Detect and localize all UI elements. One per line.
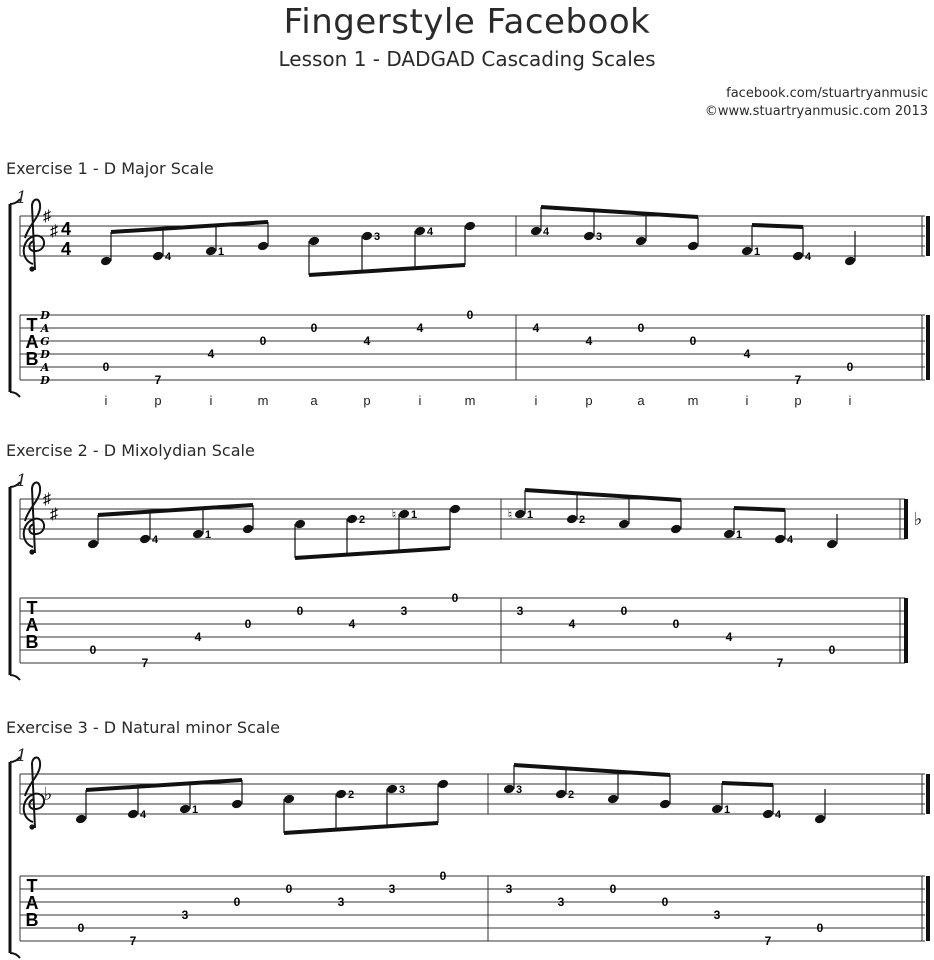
tab-fret-number: 0 — [466, 308, 474, 322]
note-beam — [98, 505, 253, 515]
left-hand-finger: 4 — [804, 251, 812, 263]
note-head — [792, 250, 805, 261]
left-hand-finger: 2 — [358, 514, 366, 526]
tab-fret-number: 0 — [451, 591, 459, 605]
exercise-2-label: Exercise 2 - D Mixolydian Scale — [6, 441, 255, 460]
left-hand-finger: 4 — [139, 809, 147, 821]
tab-clef-letter: T — [26, 598, 38, 618]
tab-fret-number: 3 — [557, 895, 565, 909]
left-hand-finger: 3 — [373, 231, 381, 243]
tuning-note: A — [40, 322, 50, 335]
note-beam — [111, 222, 268, 232]
note-head — [711, 803, 724, 814]
note-head — [346, 513, 359, 524]
tab-fret-number: 7 — [154, 373, 162, 387]
note-head — [514, 508, 527, 519]
time-signature-bottom: 4 — [60, 239, 72, 259]
tab-fret-number: 0 — [296, 604, 304, 618]
sharp-f-icon: ♯ — [43, 208, 51, 225]
tab-clef-letter: T — [26, 876, 38, 896]
tab-fret-number: 0 — [846, 360, 854, 374]
tab-fret-number: 0 — [259, 334, 267, 348]
tuning-note: G — [40, 335, 50, 348]
tab-fret-number: 3 — [516, 604, 524, 618]
flat-b-icon: ♭ — [43, 784, 53, 804]
left-hand-finger: 1 — [723, 804, 731, 816]
tab-fret-number: 4 — [194, 630, 202, 644]
tab-fret-number: 0 — [637, 321, 645, 335]
tab-clef-letter: T — [26, 315, 38, 335]
exercise-3-label: Exercise 3 - D Natural minor Scale — [6, 718, 280, 737]
note-head — [555, 788, 568, 799]
note-beam — [284, 823, 438, 833]
ending-key-change: ♭ — [913, 509, 923, 529]
tab-fret-number: 3 — [505, 882, 513, 896]
right-hand-finger: i — [418, 393, 422, 408]
exercise-1-score — [0, 200, 934, 415]
tab-fret-number: 4 — [725, 630, 733, 644]
right-hand-finger: m — [687, 393, 699, 408]
left-hand-finger: 1 — [191, 804, 199, 816]
tab-fret-number: 7 — [776, 656, 784, 670]
tab-fret-number: 4 — [416, 321, 424, 335]
left-hand-finger: 3 — [515, 784, 523, 796]
right-hand-finger: m — [464, 393, 476, 408]
natural-icon: ♮ — [507, 507, 513, 522]
tab-fret-number: 7 — [129, 934, 137, 948]
sheet-subtitle: Lesson 1 - DADGAD Cascading Scales — [278, 47, 656, 71]
tab-fret-number: 3 — [713, 908, 721, 922]
note-head — [826, 538, 839, 549]
note-head — [87, 538, 100, 549]
note-head — [127, 808, 140, 819]
note-beam — [734, 508, 785, 510]
tuning-note: D — [40, 309, 50, 322]
tuning-note: D — [40, 348, 50, 361]
tab-clef-letter: A — [25, 893, 39, 913]
right-hand-finger: m — [257, 393, 269, 408]
note-head — [283, 793, 296, 804]
tab-fret-number: 0 — [816, 921, 824, 935]
note-head — [192, 528, 205, 539]
exercise-2-bar-number: 1 — [16, 471, 27, 491]
note-head — [659, 798, 672, 809]
right-hand-finger: i — [848, 393, 852, 408]
note-head — [774, 533, 787, 544]
tab-fret-number: 7 — [794, 373, 802, 387]
note-head — [308, 235, 321, 246]
note-head — [294, 518, 307, 529]
left-hand-finger: 4 — [774, 809, 782, 821]
tab-fret-number: 4 — [348, 617, 356, 631]
right-hand-finger: p — [794, 393, 802, 408]
note-head — [741, 245, 754, 256]
tab-fret-number: 4 — [363, 334, 371, 348]
tab-fret-number: 7 — [141, 656, 149, 670]
tab-fret-number: 4 — [532, 321, 540, 335]
sheet-title: Fingerstyle Facebook — [283, 2, 651, 42]
copyright-credit: ©www.stuartryanmusic.com 2013 — [704, 104, 928, 119]
time-signature-top: 4 — [60, 219, 72, 239]
right-hand-finger: a — [637, 393, 645, 408]
left-hand-finger: 4 — [151, 534, 159, 546]
tab-fret-number: 0 — [102, 360, 110, 374]
note-head — [762, 808, 775, 819]
tab-fret-number: 4 — [585, 334, 593, 348]
note-head — [242, 523, 255, 534]
right-hand-finger: p — [154, 393, 162, 408]
tab-fret-number: 4 — [568, 617, 576, 631]
tab-fret-number: 3 — [400, 604, 408, 618]
tab-fret-number: 0 — [77, 921, 85, 935]
tuning-note: A — [40, 361, 50, 374]
note-head — [231, 798, 244, 809]
note-beam — [752, 225, 803, 227]
tab-fret-number: 3 — [388, 882, 396, 896]
tab-fret-number: 0 — [439, 869, 447, 883]
note-head — [449, 503, 462, 514]
tab-fret-number: 3 — [337, 895, 345, 909]
tab-fret-number: 0 — [828, 643, 836, 657]
exercise-3-score — [0, 758, 934, 958]
note-head — [687, 240, 700, 251]
note-head — [635, 235, 648, 246]
right-hand-finger: p — [585, 393, 593, 408]
note-head — [205, 245, 218, 256]
note-head — [618, 518, 631, 529]
natural-icon: ♮ — [391, 507, 397, 522]
note-beam — [86, 780, 242, 790]
left-hand-finger: 4 — [786, 534, 794, 546]
tab-fret-number: 0 — [233, 895, 241, 909]
note-head — [437, 778, 450, 789]
note-head — [152, 250, 165, 261]
tab-clef-letter: B — [25, 632, 39, 652]
note-head — [386, 783, 399, 794]
right-hand-finger: i — [534, 393, 538, 408]
tab-fret-number: 0 — [310, 321, 318, 335]
note-head — [607, 793, 620, 804]
note-beam — [722, 783, 773, 785]
tab-fret-number: 0 — [244, 617, 252, 631]
note-head — [566, 513, 579, 524]
tab-fret-number: 4 — [207, 347, 215, 361]
note-head — [670, 523, 683, 534]
tab-fret-number: 0 — [609, 882, 617, 896]
note-head — [503, 783, 516, 794]
tab-fret-number: 4 — [743, 347, 751, 361]
sharp-f-icon: ♯ — [43, 491, 51, 508]
note-head — [100, 255, 113, 266]
left-hand-finger: 1 — [217, 246, 225, 258]
note-head — [361, 230, 374, 241]
tuning-note: D — [40, 374, 50, 387]
tab-fret-number: 0 — [620, 604, 628, 618]
facebook-credit: facebook.com/stuartryanmusic — [726, 86, 928, 101]
tab-clef-letter: B — [25, 910, 39, 930]
tab-clef-letter: A — [25, 615, 39, 635]
note-head — [844, 255, 857, 266]
tab-clef-letter: B — [25, 349, 39, 369]
note-head — [530, 225, 543, 236]
tab-fret-number: 0 — [285, 882, 293, 896]
left-hand-finger: 3 — [398, 784, 406, 796]
exercise-1-bar-number: 1 — [16, 188, 27, 208]
note-beam — [295, 548, 450, 558]
note-head — [75, 813, 88, 824]
note-head — [139, 533, 152, 544]
tab-fret-number: 7 — [764, 934, 772, 948]
note-beam — [309, 265, 465, 275]
right-hand-finger: i — [209, 393, 213, 408]
note-head — [814, 813, 827, 824]
note-head — [179, 803, 192, 814]
tab-fret-number: 0 — [89, 643, 97, 657]
left-hand-finger: 4 — [542, 226, 550, 238]
note-head — [414, 225, 427, 236]
tab-fret-number: 3 — [181, 908, 189, 922]
exercise-3-bar-number: 1 — [16, 746, 27, 766]
note-head — [335, 788, 348, 799]
exercise-1-label: Exercise 1 - D Major Scale — [6, 159, 214, 178]
right-hand-finger: a — [310, 393, 318, 408]
right-hand-finger: p — [363, 393, 371, 408]
left-hand-finger: 1 — [526, 509, 534, 521]
note-head — [398, 508, 411, 519]
note-head — [583, 230, 596, 241]
exercise-2-score — [0, 483, 934, 678]
left-hand-finger: 2 — [578, 514, 586, 526]
sharp-c-icon: ♯ — [50, 223, 58, 240]
left-hand-finger: 1 — [410, 509, 418, 521]
sharp-c-icon: ♯ — [50, 506, 58, 523]
note-head — [257, 240, 270, 251]
right-hand-finger: i — [104, 393, 108, 408]
note-head — [723, 528, 736, 539]
tab-fret-number: 0 — [672, 617, 680, 631]
tab-clef-letter: A — [25, 332, 39, 352]
left-hand-finger: 1 — [204, 529, 212, 541]
left-hand-finger: 4 — [426, 226, 434, 238]
note-head — [464, 220, 477, 231]
right-hand-finger: i — [745, 393, 749, 408]
left-hand-finger: 3 — [595, 231, 603, 243]
left-hand-finger: 1 — [735, 529, 743, 541]
left-hand-finger: 4 — [164, 251, 172, 263]
left-hand-finger: 2 — [567, 789, 575, 801]
tab-fret-number: 0 — [661, 895, 669, 909]
left-hand-finger: 2 — [347, 789, 355, 801]
left-hand-finger: 1 — [753, 246, 761, 258]
tab-fret-number: 0 — [689, 334, 697, 348]
